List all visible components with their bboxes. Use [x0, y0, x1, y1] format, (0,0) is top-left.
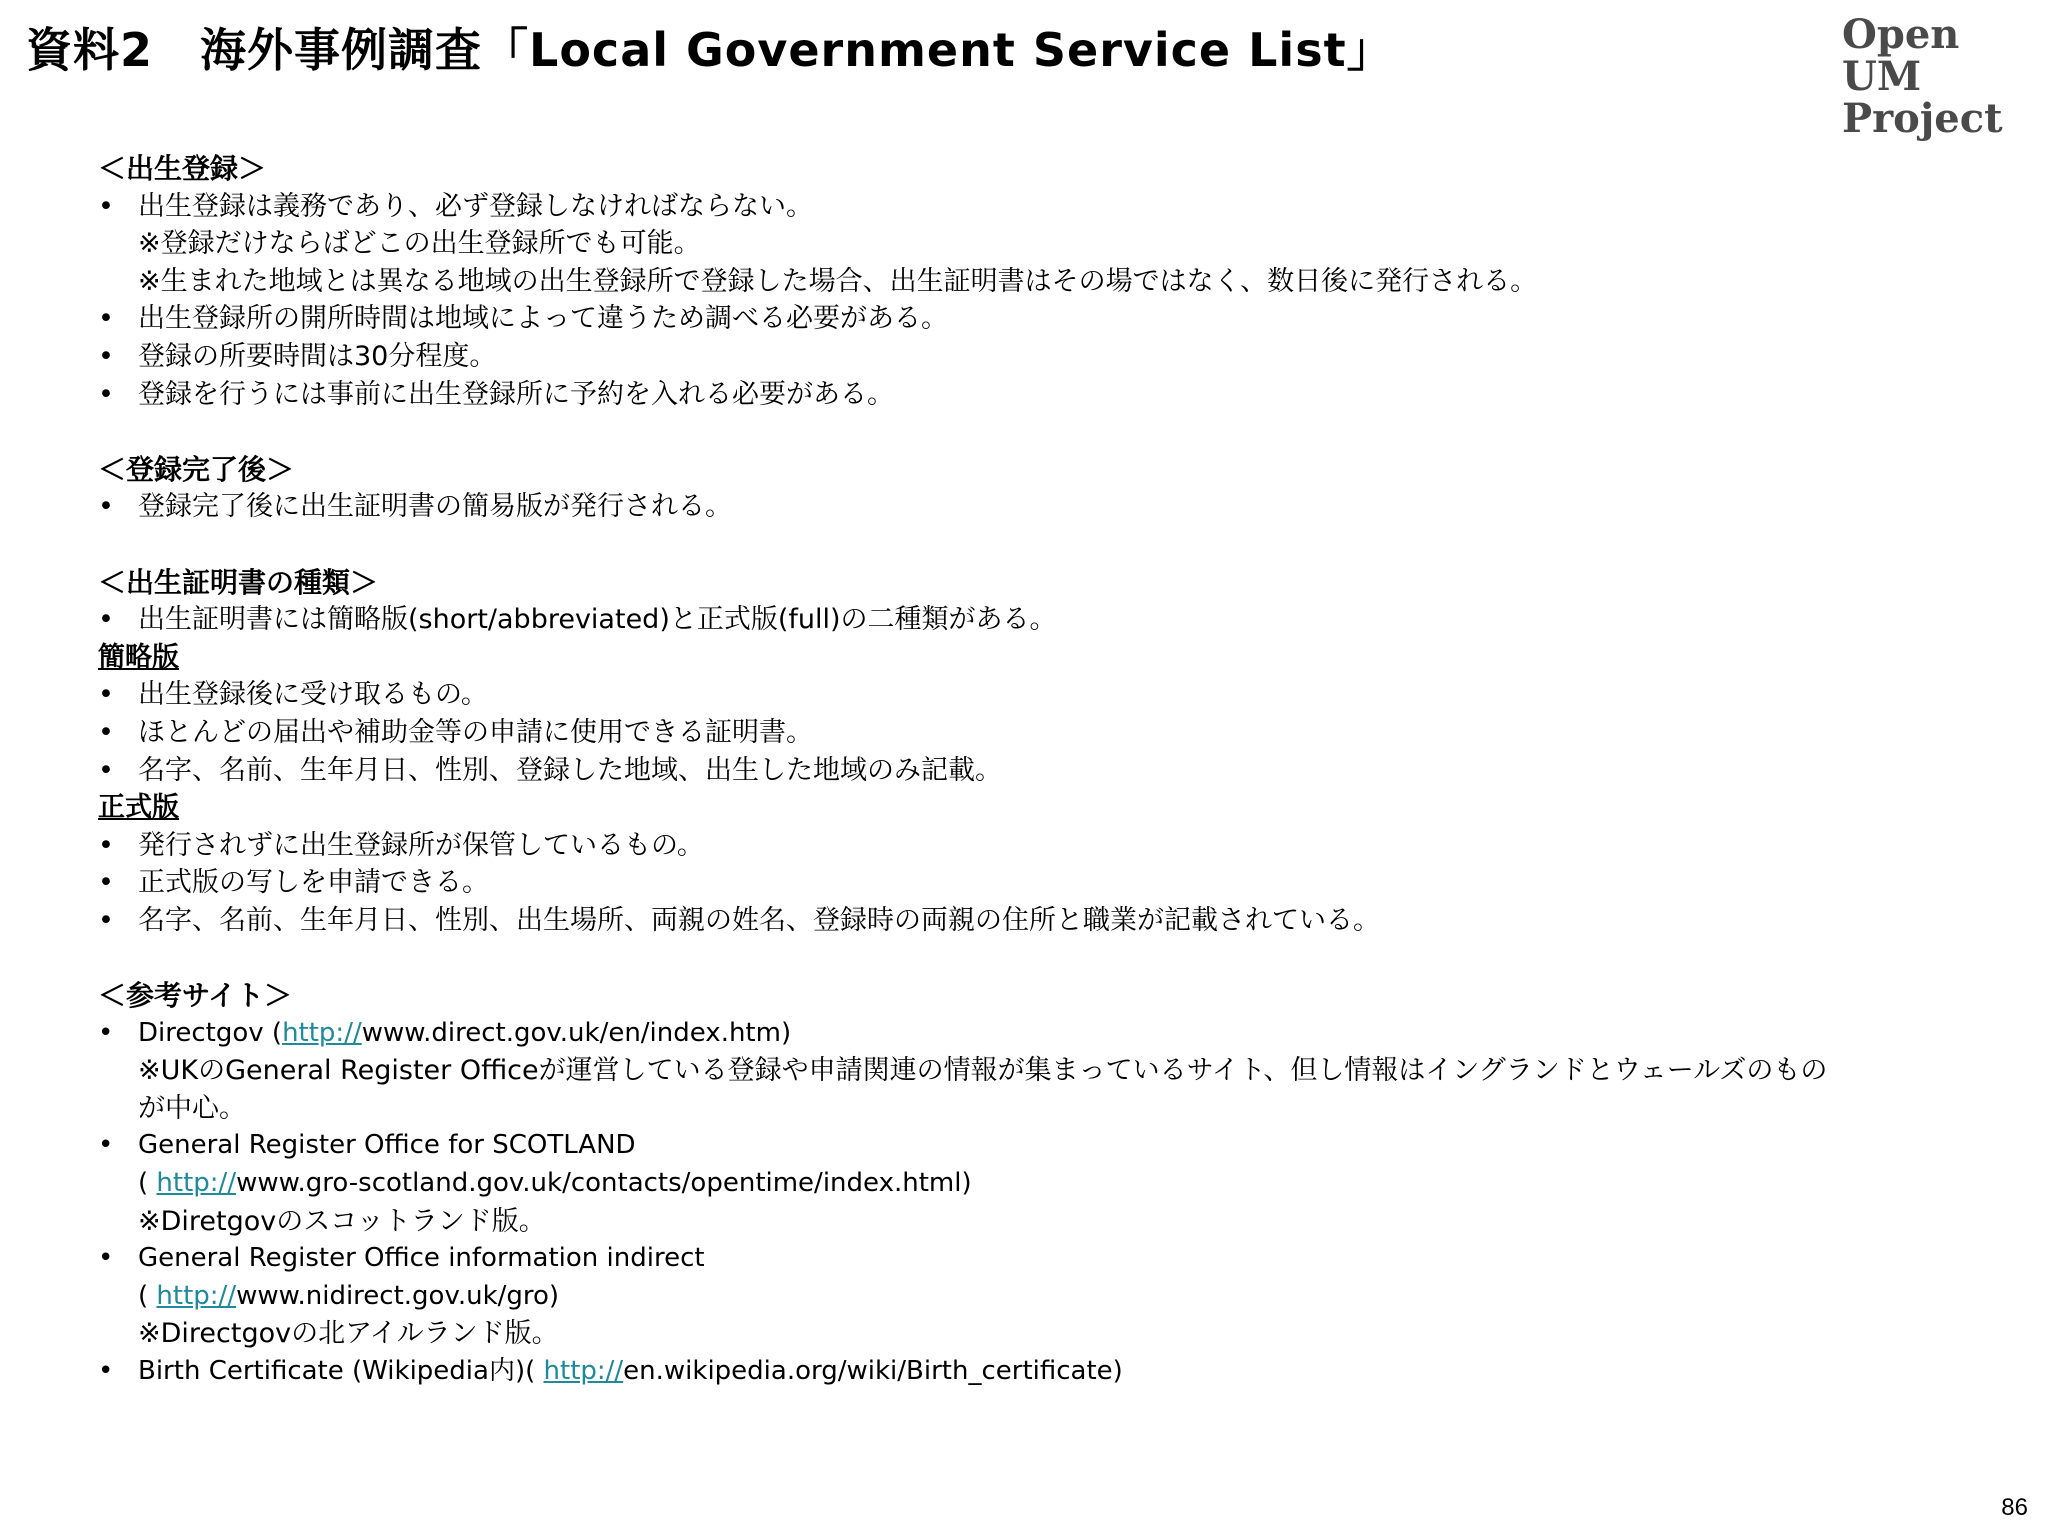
logo-line-2: Project: [1842, 95, 2003, 142]
list-item: • 名字、名前、生年月日、性別、登録した地域、出生した地域のみ記載。: [98, 752, 1958, 790]
reference-item-wikipedia: [98, 1353, 1958, 1391]
reference-url-rest: www.nidirect.gov.uk/gro): [236, 1280, 560, 1311]
section-heading-after-registration: ＜登録完了後＞: [98, 452, 295, 486]
section-heading-references: ＜参考サイト＞: [98, 979, 293, 1013]
reference-paren: (: [138, 1168, 157, 1199]
reference-item-directgov: [98, 1015, 1958, 1053]
list-item: • 出生登録所の開所時間は地域によって違うため調べる必要がある。: [98, 300, 1958, 338]
reference-paren: (: [138, 1280, 157, 1311]
reference-link[interactable]: http://: [156, 1280, 237, 1311]
main-content: [98, 150, 1958, 1391]
list-item: • ほとんどの届出や補助金等の申請に使用できる証明書。: [98, 714, 1958, 752]
list-item: • 登録完了後に出生証明書の簡易版が発行される。: [98, 488, 1958, 526]
list-item: • 正式版の写しを申請できる。: [98, 864, 1958, 902]
subheading-full-version: 正式版: [98, 792, 179, 824]
reference-url-rest: www.gro-scotland.gov.uk/contacts/opentime/index.html): [236, 1168, 972, 1199]
reference-item-gro-scotland: • General Register Office for SCOTLAND: [98, 1127, 1958, 1165]
open-um-project-logo: [1842, 11, 2022, 142]
list-item: • 出生登録後に受け取るもの。: [98, 676, 1958, 714]
reference-name: Directgov (: [138, 1017, 283, 1048]
reference-url-rest: en.wikipedia.org/wiki/Birth_certificate): [623, 1356, 1123, 1386]
note-line: ※Diretgovのスコットランド版。: [138, 1205, 546, 1237]
list-item: • 登録の所要時間は30分程度。: [98, 338, 1958, 376]
subheading-short-version: 簡略版: [98, 641, 179, 673]
section-heading-birth-registration: ＜出生登録＞: [98, 152, 267, 185]
section-heading-certificate-types: ＜出生証明書の種類＞: [98, 565, 379, 599]
list-item: • 発行されずに出生登録所が保管しているもの。: [98, 827, 1958, 865]
note-line: ※UKのGeneral Register Officeが運営している登録や申請関連の情報が集まっているサイト、但し情報はイングランドとウェールズのもの: [138, 1055, 1828, 1087]
list-item: • 出生証明書には簡略版(short/abbreviated)と正式版(full)の二種類がある。: [98, 601, 1958, 639]
list-item: • 名字、名前、生年月日、性別、出生場所、両親の姓名、登録時の両親の住所と職業が記載されている。: [98, 902, 1958, 940]
page-number: 86: [2001, 1494, 2028, 1521]
note-line: ※登録だけならばどこの出生登録所でも可能。: [138, 228, 701, 260]
reference-url-line: [98, 1165, 1958, 1203]
note-line: ※生まれた地域とは異なる地域の出生登録所で登録した場合、出生証明書はその場ではなく、数日後に発行される。: [138, 265, 1538, 297]
reference-url-rest: www.direct.gov.uk/en/index.htm): [361, 1017, 792, 1048]
reference-link[interactable]: http://: [156, 1168, 237, 1199]
list-item: • 出生登録は義務であり、必ず登録しなければならない。: [98, 188, 1958, 226]
note-line: ※Directgovの北アイルランド版。: [138, 1318, 559, 1350]
list-item: • 登録を行うには事前に出生登録所に予約を入れる必要がある。: [98, 376, 1958, 414]
reference-url-line: [98, 1278, 1958, 1316]
page-title: 資料2 海外事例調査「Local Government Service List」: [26, 23, 1394, 77]
reference-item-nidirect: • General Register Office information indirect: [98, 1240, 1958, 1278]
reference-link[interactable]: http://: [282, 1017, 362, 1048]
note-line: が中心。: [138, 1092, 246, 1124]
reference-name: Birth Certificate (Wikipedia内)(: [138, 1356, 544, 1386]
reference-link[interactable]: http://: [543, 1356, 624, 1386]
logo-line-1: Open UM: [1842, 11, 1960, 100]
